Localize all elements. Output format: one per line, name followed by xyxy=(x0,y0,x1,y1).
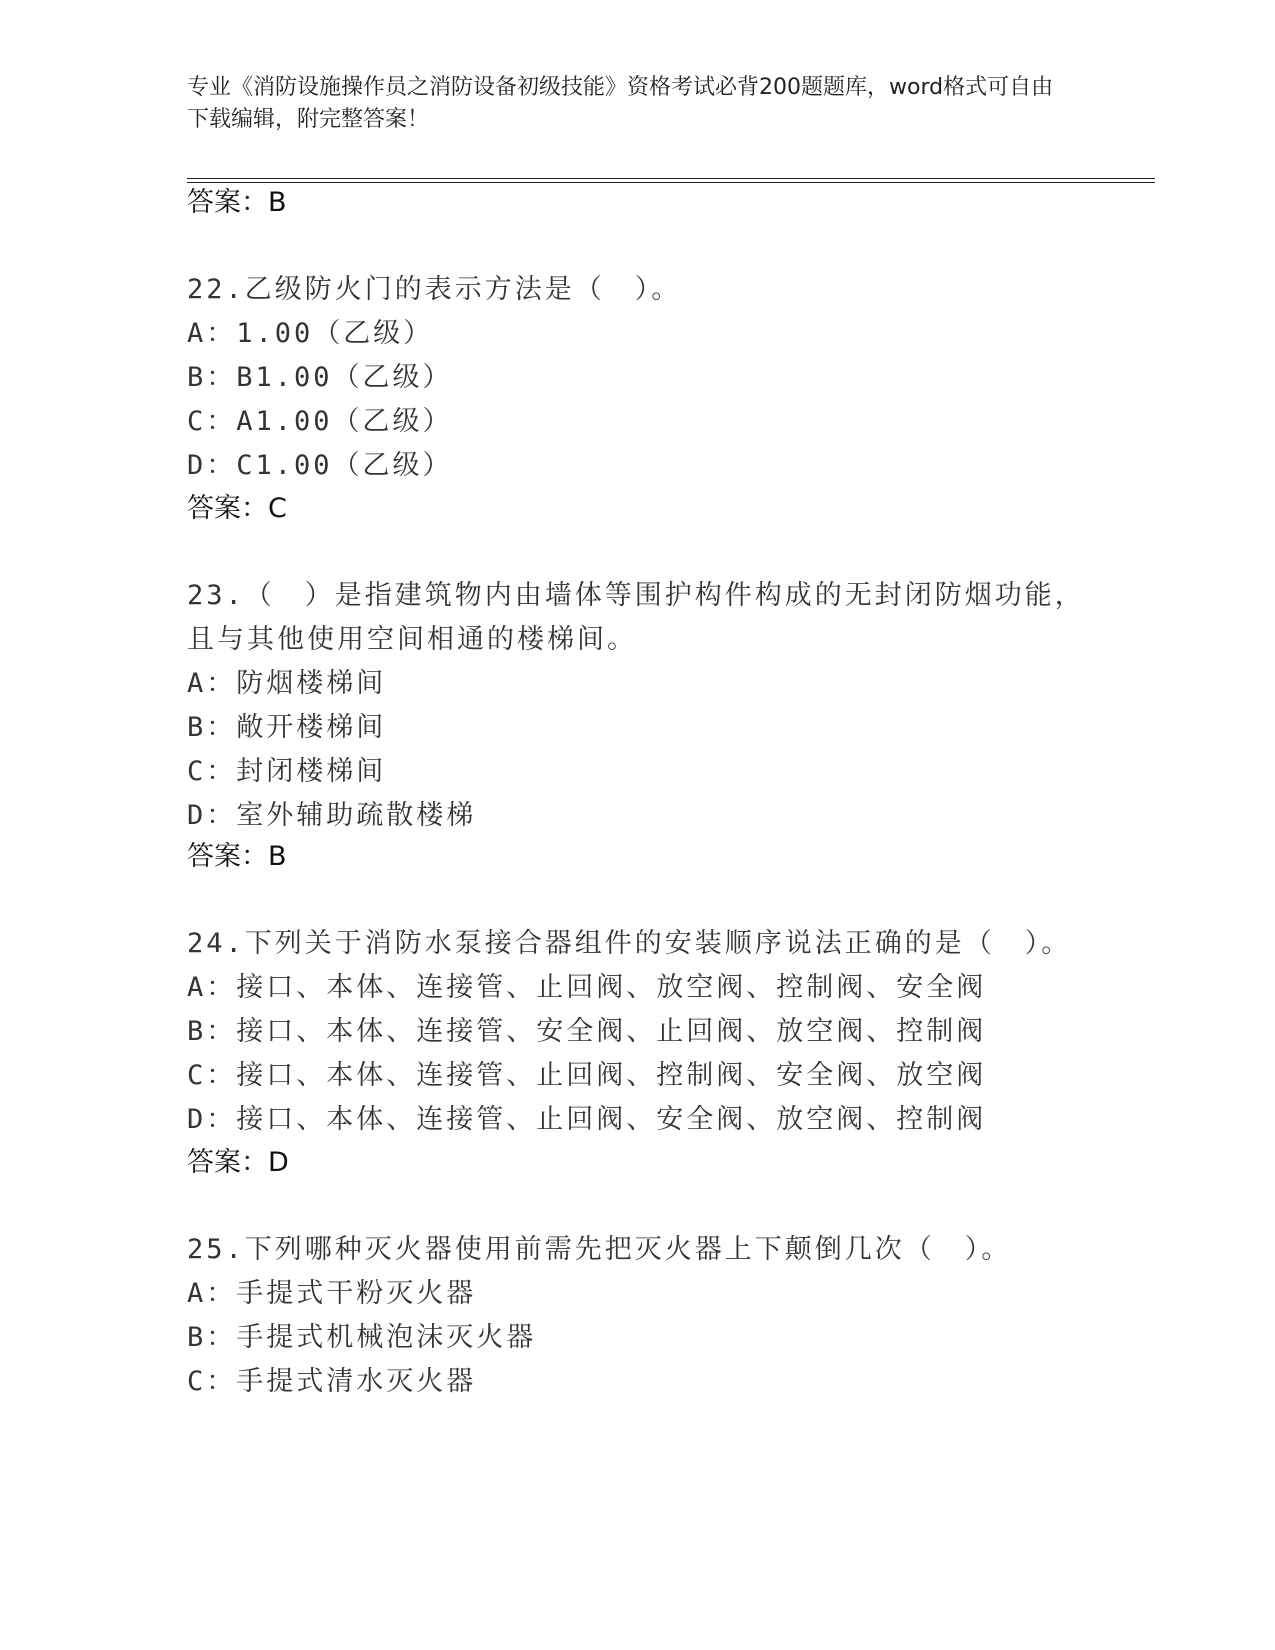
option-c: C：接口、本体、连接管、止回阀、控制阀、安全阀、放空阀 xyxy=(187,1060,987,1091)
option-c: C：A1.00（乙级） xyxy=(187,406,453,437)
question-stem: 25.下列哪种灭火器使用前需先把灭火器上下颠倒几次（ ）。 xyxy=(187,1234,1012,1265)
header-divider-bottom xyxy=(187,182,1155,183)
option-b: B：B1.00（乙级） xyxy=(187,362,453,393)
question-23 xyxy=(187,574,1087,838)
option-d: D：C1.00（乙级） xyxy=(187,450,453,481)
option-c: C：封闭楼梯间 xyxy=(187,756,387,787)
answer-24: 答案：D xyxy=(187,1147,289,1178)
question-25 xyxy=(187,1228,1011,1404)
option-c: C：手提式清水灭火器 xyxy=(187,1366,477,1397)
question-stem: 22.乙级防火门的表示方法是（ ）。 xyxy=(187,274,682,305)
option-a: A：防烟楼梯间 xyxy=(187,668,387,699)
option-b: B：手提式机械泡沫灭火器 xyxy=(187,1322,537,1353)
option-b: B：接口、本体、连接管、安全阀、止回阀、放空阀、控制阀 xyxy=(187,1016,987,1047)
answer-23: 答案：B xyxy=(187,841,287,872)
question-24 xyxy=(187,922,1071,1142)
answer-22: 答案：C xyxy=(187,493,287,524)
option-a: A：接口、本体、连接管、止回阀、放空阀、控制阀、安全阀 xyxy=(187,972,987,1003)
answer-21: 答案：B xyxy=(187,187,287,218)
document-title: 专业《消防设施操作员之消防设备初级技能》资格考试必背200题题库，word格式可自由下载编辑，附完整答案！ xyxy=(187,75,1054,132)
option-d: D：室外辅助疏散楼梯 xyxy=(187,800,477,831)
question-22 xyxy=(187,268,681,488)
document-header xyxy=(187,72,1067,136)
option-b: B：敞开楼梯间 xyxy=(187,712,387,743)
header-divider-top xyxy=(187,178,1155,179)
option-a: A：手提式干粉灭火器 xyxy=(187,1278,477,1309)
question-stem: 23.（ ）是指建筑物内由墙体等围护构件构成的无封闭防烟功能，且与其他使用空间相通的楼梯间。 xyxy=(187,580,1085,655)
question-stem: 24.下列关于消防水泵接合器组件的安装顺序说法正确的是（ ）。 xyxy=(187,928,1072,959)
option-a: A：1.00（乙级） xyxy=(187,318,434,349)
option-d: D：接口、本体、连接管、止回阀、安全阀、放空阀、控制阀 xyxy=(187,1104,987,1135)
